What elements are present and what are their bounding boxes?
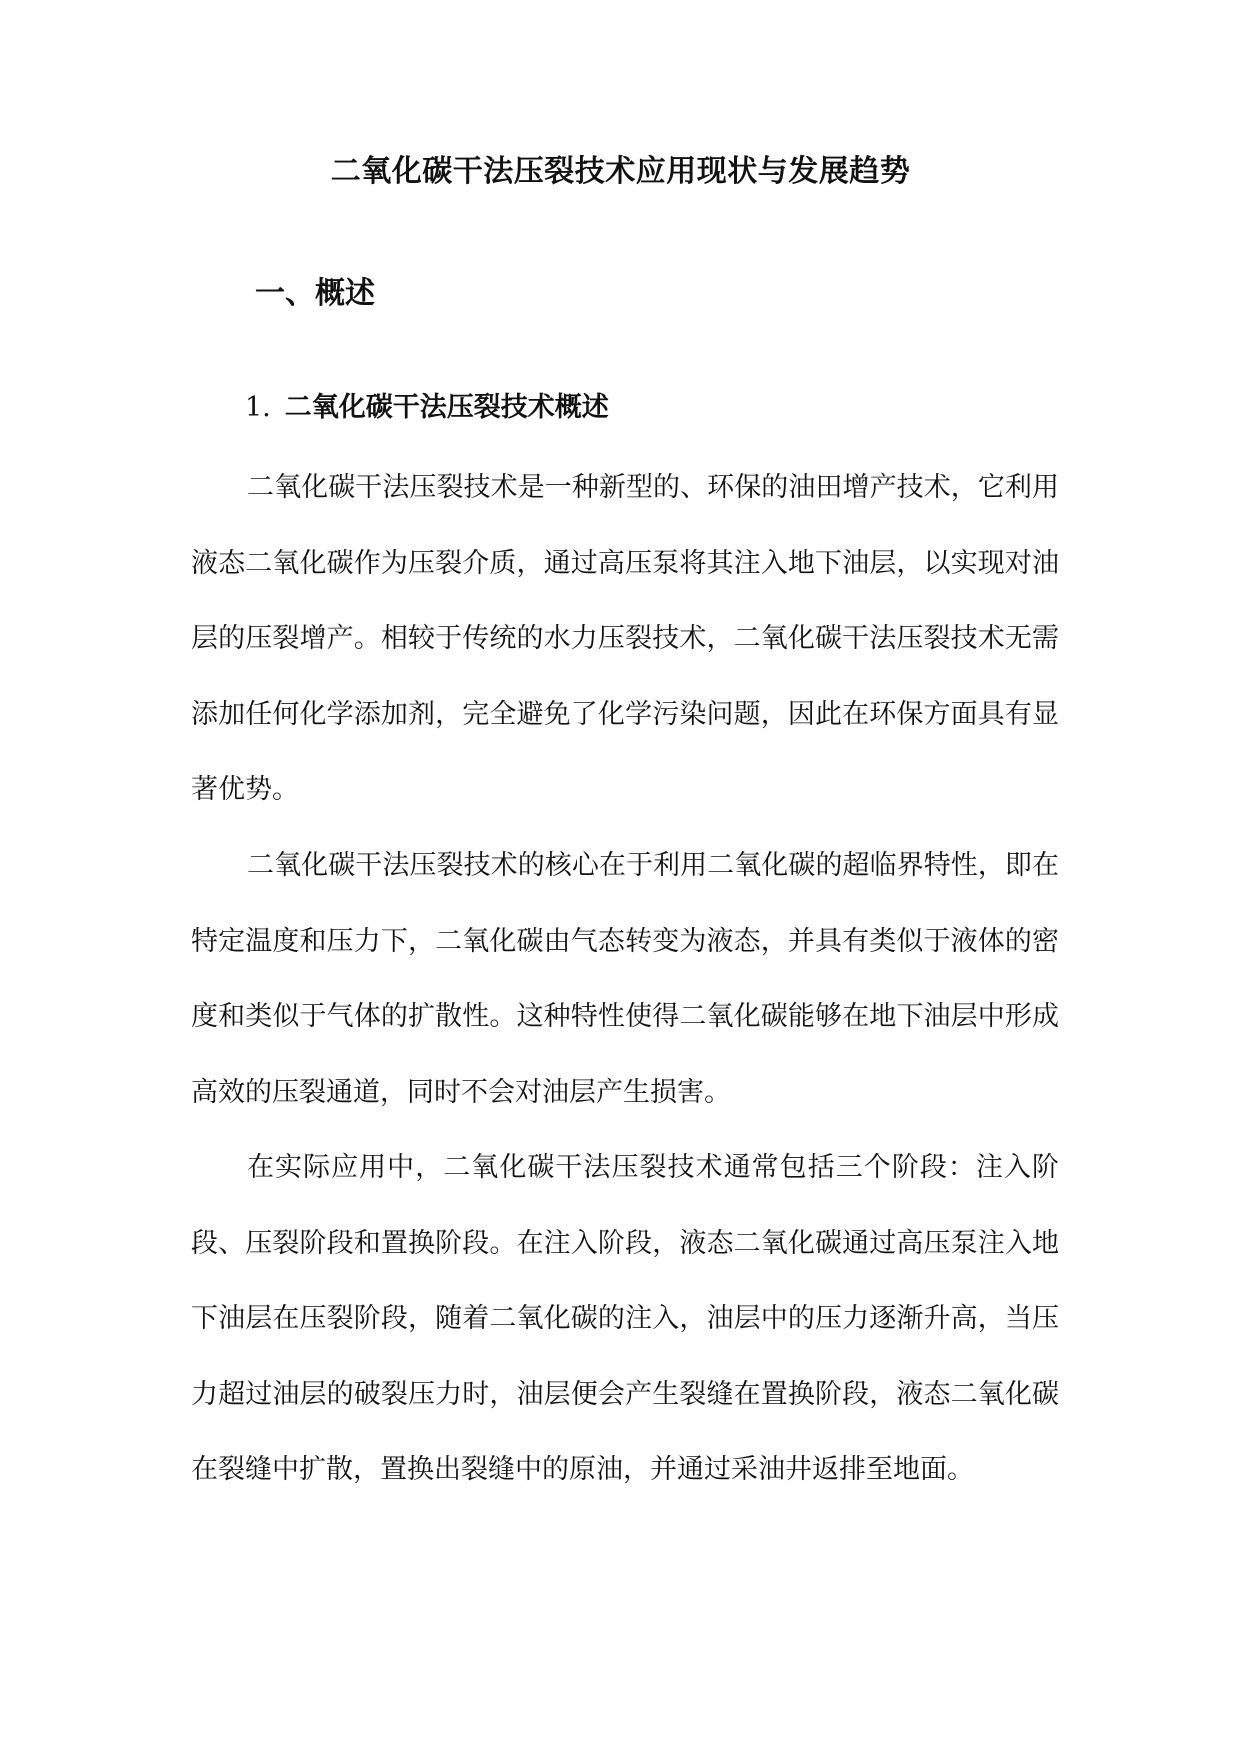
body-paragraph: 二氧化碳干法压裂技术的核心在于利用二氧化碳的超临界特性，即在特定温度和压力下，二氧化碳由气态转变为液态，并具有类似于液体的密度和类似于气体的扩散性。这种特性使得二氧化碳能够在地下油层中形成高效的压裂通道，同时不会对油层产生损害。 — [191, 850, 1059, 1108]
body-paragraph: 在实际应用中，二氧化碳干法压裂技术通常包括三个阶段：注入阶段、压裂阶段和置换阶段。在注入阶段，液态二氧化碳通过高压泵注入地下油层在压裂阶段，随着二氧化碳的注入，油层中的压力逐渐升高，当压力超过油层的破裂压力时，油层便会产生裂缝在置换阶段，液态二氧化碳在裂缝中扩散，置换出裂缝中的原油，并通过采油井返排至地面。 — [191, 1152, 1059, 1486]
subsection-title: 二氧化碳干法压裂技术概述 — [284, 392, 609, 423]
subsection-heading — [245, 388, 609, 428]
subsection-number: 1. — [245, 392, 271, 423]
document-title: 二氧化碳干法压裂技术应用现状与发展趋势 — [330, 154, 911, 189]
body-paragraph: 二氧化碳干法压裂技术是一种新型的、环保的油田增产技术，它利用液态二氧化碳作为压裂介质，通过高压泵将其注入地下油层，以实现对油层的压裂增产。相较于传统的水力压裂技术，二氧化碳干法压裂技术无需添加任何化学添加剂，完全避免了化学污染问题，因此在环保方面具有显著优势。 — [191, 472, 1059, 806]
section-heading: 一、概述 — [255, 276, 375, 311]
